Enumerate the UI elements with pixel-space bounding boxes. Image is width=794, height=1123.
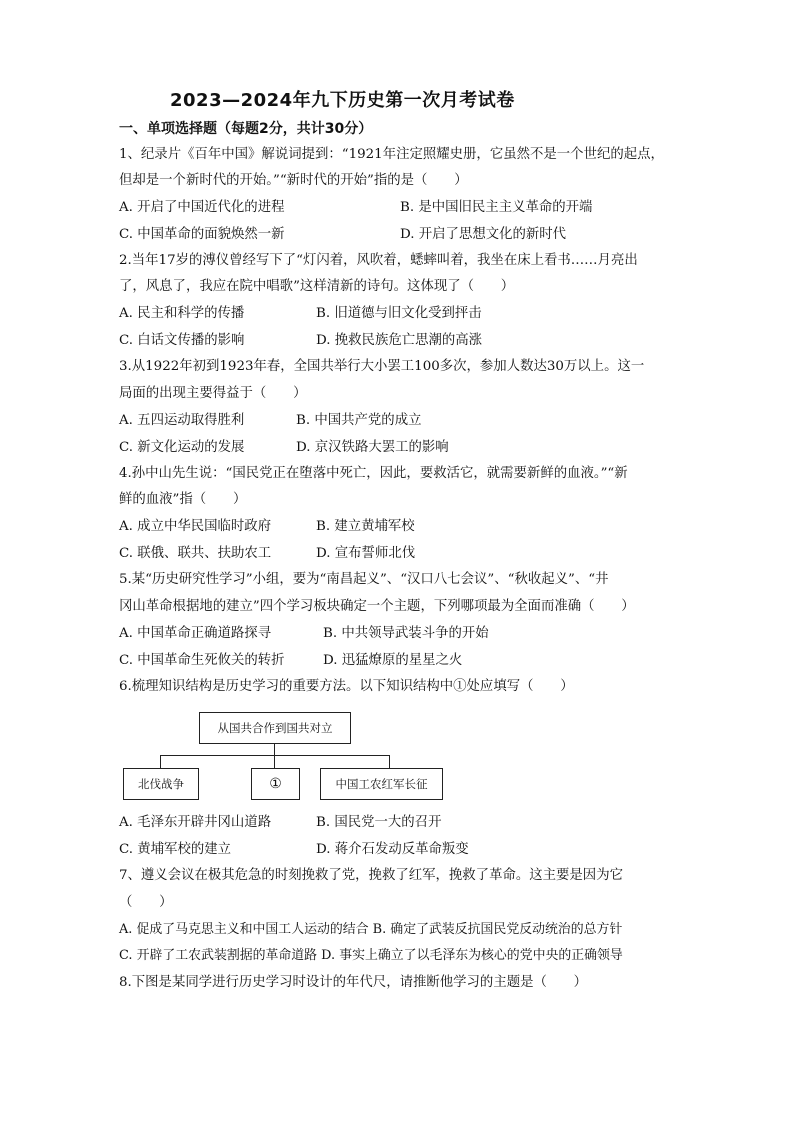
option-c: C. 新文化运动的发展 (119, 440, 245, 455)
option-b: B. 中共领导武装斗争的开始 (323, 626, 489, 641)
option-c: C. 联俄、联共、扶助农工 (119, 546, 272, 561)
option-d: D. 京汉铁路大罢工的影响 (296, 440, 449, 455)
option-a: A. 五四运动取得胜利 (119, 413, 245, 428)
option-c-d: C. 开辟了工农武装割据的革命道路 D. 事实上确立了以毛泽东为核心的党中央的正确领导 (119, 948, 623, 963)
question-text: 局面的出现主要得益于（ ） (119, 386, 307, 401)
question-text: 鲜的血液”指（ ） (119, 492, 247, 507)
diagram-blank-box: ① (251, 768, 300, 800)
option-c: C. 中国革命生死攸关的转折 (119, 653, 285, 668)
page-title: 2023—2024年九下历史第一次月考试卷 (170, 90, 515, 111)
diagram-connector (274, 755, 275, 768)
option-a: A. 开启了中国近代化的进程 (119, 200, 285, 215)
diagram-connector (274, 743, 275, 755)
option-c: C. 中国革命的面貌焕然一新 (119, 227, 285, 242)
option-a: A. 毛泽东开辟井冈山道路 (119, 815, 272, 830)
question-text: 1、纪录片《百年中国》解说词提到：“1921年注定照耀史册，它虽然不是一个世纪的起点， (119, 147, 664, 162)
option-a: A. 中国革命正确道路探寻 (119, 626, 272, 641)
option-d: D. 蒋介石发动反革命叛变 (316, 842, 469, 857)
question-text: 7、遵义会议在极其危急的时刻挽救了党，挽救了红军，挽救了革命。这主要是因为它 (119, 868, 623, 883)
diagram-left-box: 北伐战争 (123, 768, 199, 800)
option-a: A. 成立中华民国临时政府 (119, 519, 272, 534)
option-a: A. 民主和科学的传播 (119, 306, 245, 321)
question-text: 2.当年17岁的溥仪曾经写下了“灯闪着，风吹着，蟋蟀叫着，我坐在床上看书……月亮出 (119, 253, 638, 268)
option-b: B. 是中国旧民主主义革命的开端 (400, 200, 593, 215)
option-c: C. 黄埔军校的建立 (119, 842, 232, 857)
option-d: D. 宣布誓师北伐 (316, 546, 416, 561)
diagram-connector (389, 755, 390, 768)
option-a-b: A. 促成了马克思主义和中国工人运动的结合 B. 确定了武装反抗国民党反动统治的总方针 (119, 922, 623, 937)
option-b: B. 建立黄埔军校 (316, 519, 415, 534)
option-b: B. 旧道德与旧文化受到抨击 (316, 306, 482, 321)
question-text: （ ） (119, 895, 173, 910)
option-d: D. 开启了思想文化的新时代 (400, 227, 567, 242)
option-d: D. 挽救民族危亡思潮的高涨 (316, 333, 483, 348)
question-text: 8.下图是某同学进行历史学习时设计的年代尺，请推断他学习的主题是（ ） (119, 975, 588, 990)
question-text: 4.孙中山先生说：“国民党正在堕落中死亡，因此，要救活它，就需要新鲜的血液。”“新 (119, 466, 628, 481)
question-text: 6.梳理知识结构是历史学习的重要方法。以下知识结构中①处应填写（ ） (119, 679, 574, 694)
section-heading: 一、单项选择题（每题2分，共计30分） (119, 121, 373, 137)
question-text: 5.某“历史研究性学习”小组，要为“南昌起义”、“汉口八七会议”、“秋收起义”、“井 (119, 572, 609, 587)
option-b: B. 中国共产党的成立 (296, 413, 422, 428)
question-text: 但却是一个新时代的开始。”“新时代的开始”指的是（ ） (119, 173, 468, 188)
option-d: D. 迅猛燎原的星星之火 (323, 653, 463, 668)
option-c: C. 白话文传播的影响 (119, 333, 245, 348)
question-text: 3.从1922年初到1923年春，全国共举行大小罢工100多次，参加人数达30万以上。这一 (119, 359, 645, 374)
diagram-top-box: 从国共合作到国共对立 (199, 712, 351, 744)
diagram-connector (160, 755, 161, 768)
question-text: 冈山革命根据地的建立”四个学习板块确定一个主题，下列哪项最为全面而准确（ ） (119, 599, 635, 614)
question-text: 了，风息了，我应在院中唱歌”这样清新的诗句。这体现了（ ） (119, 279, 515, 294)
option-b: B. 国民党一大的召开 (316, 815, 442, 830)
diagram-right-box: 中国工农红军长征 (320, 768, 443, 800)
